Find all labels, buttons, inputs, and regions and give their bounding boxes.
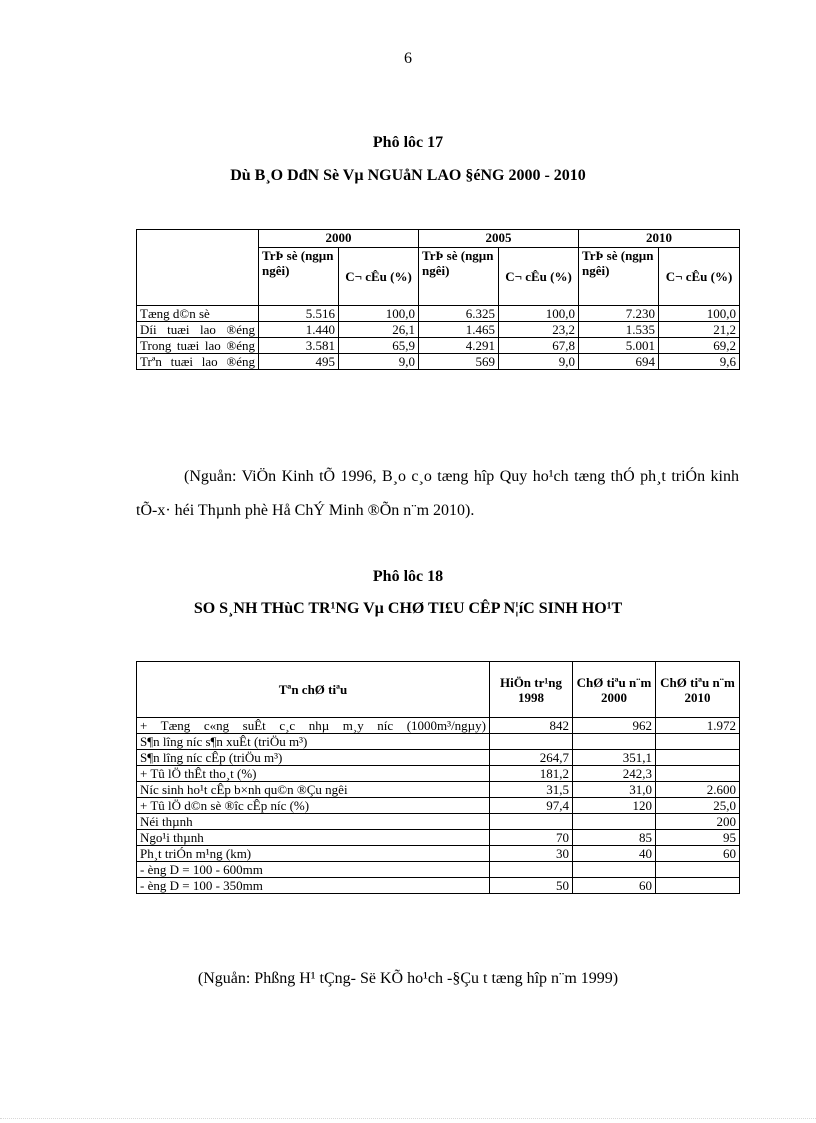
table-row — [137, 830, 740, 846]
cell-value: 351,1 — [573, 750, 656, 766]
cell-value: 85 — [573, 830, 656, 846]
appendix-18-label: Phô lôc 18 — [372, 568, 444, 585]
cell-value: 100,0 — [339, 306, 419, 322]
cell-value: 4.291 — [419, 338, 499, 354]
cell-value — [490, 814, 573, 830]
cell-value — [490, 862, 573, 878]
row-label: Néi thµnh — [137, 814, 490, 830]
cell-value: 70 — [490, 830, 573, 846]
cell-value: 23,2 — [499, 322, 579, 338]
cell-value: 569 — [419, 354, 499, 370]
row-label: + Tæng c«ng suÊt c¸c nhµ m¸y níc (1000m³/ngµy) — [137, 718, 490, 734]
share-header: C¬ cÊu (%) — [659, 248, 740, 306]
target-2000-header: ChØ tiªu n¨m 2000 — [573, 662, 656, 718]
cell-value — [573, 814, 656, 830]
cell-value: 7.230 — [579, 306, 659, 322]
table-row — [137, 782, 740, 798]
cell-value: 100,0 — [659, 306, 740, 322]
table-row — [137, 338, 740, 354]
cell-value: 495 — [259, 354, 339, 370]
target-2010-header: ChØ tiªu n¨m 2010 — [656, 662, 740, 718]
cell-value: 1.465 — [419, 322, 499, 338]
cell-value: 1.972 — [656, 718, 740, 734]
indicator-name-header: Tªn chØ tiªu — [137, 662, 490, 718]
cell-value: 65,9 — [339, 338, 419, 354]
current-1998-header: HiÖn tr¹ng 1998 — [490, 662, 573, 718]
table-row — [137, 734, 740, 750]
year-header: 2000 — [259, 230, 419, 248]
cell-value: 2.600 — [656, 782, 740, 798]
cell-value — [656, 766, 740, 782]
cell-value: 5.516 — [259, 306, 339, 322]
table-row — [137, 306, 740, 322]
cell-value: 200 — [656, 814, 740, 830]
count-header: TrÞ sè (ngµn ngêi) — [419, 248, 499, 306]
row-label: Tæng d©n sè — [137, 306, 259, 322]
cell-value: 9,6 — [659, 354, 740, 370]
cell-value: 21,2 — [659, 322, 740, 338]
cell-value: 6.325 — [419, 306, 499, 322]
cell-value: 100,0 — [499, 306, 579, 322]
appendix-18-source: (Nguån: Phßng H¹ tÇng- Së KÕ ho¹ch -§Çu t tæng hîp n¨m 1999) — [197, 970, 619, 987]
cell-value: 67,8 — [499, 338, 579, 354]
table-row — [137, 798, 740, 814]
cell-value — [656, 878, 740, 894]
cell-value: 9,0 — [339, 354, 419, 370]
cell-value: 50 — [490, 878, 573, 894]
year-header: 2010 — [579, 230, 740, 248]
population-labor-table — [136, 229, 740, 370]
cell-value: 242,3 — [573, 766, 656, 782]
row-label: Díi tuæi lao ®éng — [137, 322, 259, 338]
appendix-17-title: Dù B¸O DđN Sè Vµ NGUåN LAO §éNG 2000 - 2010 — [230, 167, 586, 184]
cell-value: 31,5 — [490, 782, 573, 798]
share-header: C¬ cÊu (%) — [499, 248, 579, 306]
row-label: Níc sinh ho¹t cÊp b×nh qu©n ®Çu ngêi — [137, 782, 490, 798]
row-label: + Tû lÖ thÊt tho¸t (%) — [137, 766, 490, 782]
table-row — [137, 718, 740, 734]
table-row — [137, 846, 740, 862]
row-label: + Tû lÖ d©n sè ®îc cÊp níc (%) — [137, 798, 490, 814]
cell-value — [656, 734, 740, 750]
table-corner-cell — [137, 230, 259, 306]
cell-value: 842 — [490, 718, 573, 734]
cell-value: 30 — [490, 846, 573, 862]
table-row — [137, 878, 740, 894]
table-row — [137, 814, 740, 830]
cell-value: 25,0 — [656, 798, 740, 814]
cell-value: 962 — [573, 718, 656, 734]
table-row — [137, 766, 740, 782]
table-row — [137, 862, 740, 878]
row-label: Ph¸t triÓn m¹ng (km) — [137, 846, 490, 862]
cell-value — [573, 734, 656, 750]
row-label: Ngo¹i thµnh — [137, 830, 490, 846]
cell-value: 1.440 — [259, 322, 339, 338]
cell-value: 60 — [656, 846, 740, 862]
table-row — [137, 322, 740, 338]
cell-value: 60 — [573, 878, 656, 894]
row-label: Trong tuæi lao ®éng — [137, 338, 259, 354]
appendix-17-source: (Nguån: ViÖn Kinh tÕ 1996, B¸o c¸o tæng hîp Quy ho¹ch tæng thÓ ph¸t triÓn kinh tÕ-x· héi Thµnh phè Hå ChÝ Minh ®Õn n¨m 2010). — [136, 468, 739, 519]
table-row — [137, 354, 740, 370]
page-bottom-divider — [0, 1118, 816, 1119]
cell-value — [490, 734, 573, 750]
cell-value: 5.001 — [579, 338, 659, 354]
cell-value: 95 — [656, 830, 740, 846]
cell-value: 26,1 — [339, 322, 419, 338]
water-supply-table — [136, 661, 740, 894]
year-header: 2005 — [419, 230, 579, 248]
row-label: S¶n lîng níc s¶n xuÊt (triÖu m³) — [137, 734, 490, 750]
cell-value: 69,2 — [659, 338, 740, 354]
row-label: S¶n lîng níc cÊp (triÖu m³) — [137, 750, 490, 766]
cell-value: 181,2 — [490, 766, 573, 782]
cell-value: 40 — [573, 846, 656, 862]
page-number: 6 — [404, 50, 412, 67]
row-label: - èng D = 100 - 600mm — [137, 862, 490, 878]
cell-value: 1.535 — [579, 322, 659, 338]
cell-value: 3.581 — [259, 338, 339, 354]
appendix-17-label: Phô lôc 17 — [372, 134, 444, 151]
count-header: TrÞ sè (ngµn ngêi) — [579, 248, 659, 306]
appendix-18-title: SO S¸NH THùC TR¹NG Vµ CHØ TI£U CÊP N¦íC SINH HO¹T — [193, 600, 623, 617]
count-header: TrÞ sè (ngµn ngêi) — [259, 248, 339, 306]
cell-value: 694 — [579, 354, 659, 370]
row-label: Trªn tuæi lao ®éng — [137, 354, 259, 370]
table-row — [137, 750, 740, 766]
cell-value — [656, 750, 740, 766]
cell-value: 97,4 — [490, 798, 573, 814]
cell-value — [656, 862, 740, 878]
cell-value: 264,7 — [490, 750, 573, 766]
cell-value: 31,0 — [573, 782, 656, 798]
cell-value: 9,0 — [499, 354, 579, 370]
row-label: - èng D = 100 - 350mm — [137, 878, 490, 894]
cell-value — [573, 862, 656, 878]
share-header: C¬ cÊu (%) — [339, 248, 419, 306]
cell-value: 120 — [573, 798, 656, 814]
